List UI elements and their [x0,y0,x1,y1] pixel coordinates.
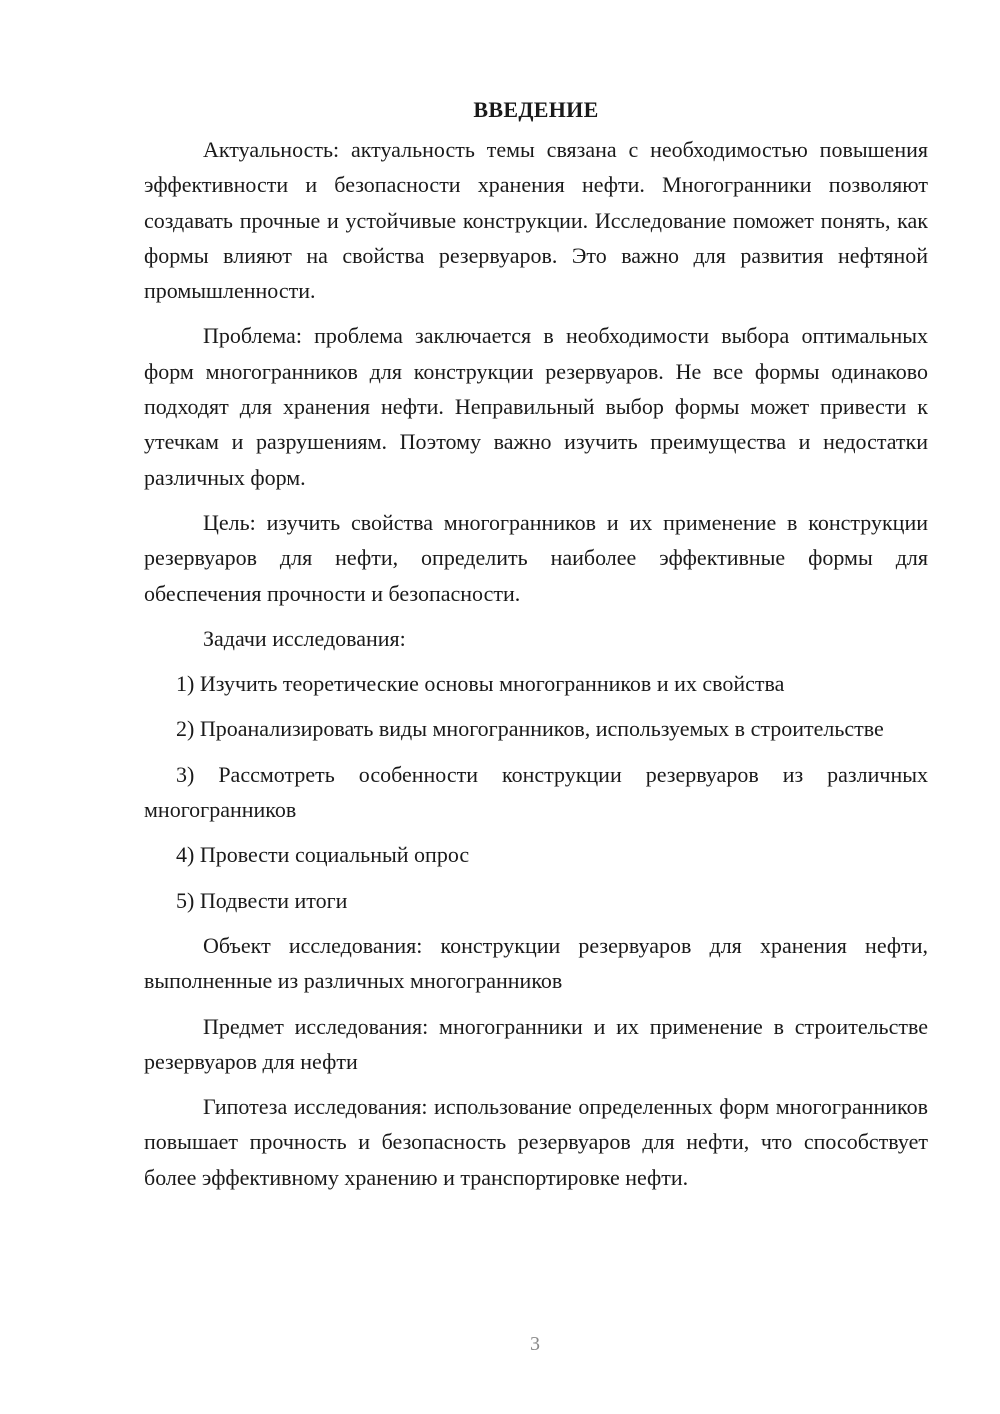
paragraph-hypothesis: Гипотеза исследования: использование определенных форм многогранников повышает прочность и безопасность резервуаров для нефти, что способствует более эффективному хранению и транспортировке нефти. [144,1094,928,1190]
paragraph-problem: Проблема: проблема заключается в необходимости выбора оптимальных форм многогранников для конструкции резервуаров. Не все формы одинаково подходят для хранения нефти. Неправильный выбор формы может привести к утечкам и разрушениям. Поэтому важно изучить преимущества и недостатки различных форм. [144,323,928,490]
paragraph-tasks-heading: Задачи исследования: [203,625,406,651]
task-item-3: 3) Рассмотреть особенности конструкции резервуаров из различных многогранников [144,761,928,823]
paragraph-object: Объект исследования: конструкции резервуаров для хранения нефти, выполненные из различных многогранников [144,932,928,994]
task-item-4: 4) Провести социальный опрос [176,842,470,868]
page-title: ВВЕДЕНИЕ [473,97,599,122]
paragraph-relevance: Актуальность: актуальность темы связана с необходимостью повышения эффективности и безопасности хранения нефти. Многогранники позволяют создавать прочные и устойчивые конструкции. Исследование поможет понять, как формы влияют на свойства резервуаров. Это важно для развития нефтяной промышленности. [144,137,928,304]
document-page [144,92,928,1205]
page-number: 3 [530,1333,540,1355]
task-item-2: 2) Проанализировать виды многогранников, используемых в строительстве [176,716,884,742]
paragraph-goal: Цель: изучить свойства многогранников и их применение в конструкции резервуаров для нефти, определить наиболее эффективные формы для обеспечения прочности и безопасности. [144,509,928,606]
task-item-1: 1) Изучить теоретические основы многогранников и их свойства [176,671,785,697]
paragraph-subject: Предмет исследования: многогранники и их применение в строительстве резервуаров для нефти [144,1013,928,1074]
task-item-5: 5) Подвести итоги [176,887,348,913]
